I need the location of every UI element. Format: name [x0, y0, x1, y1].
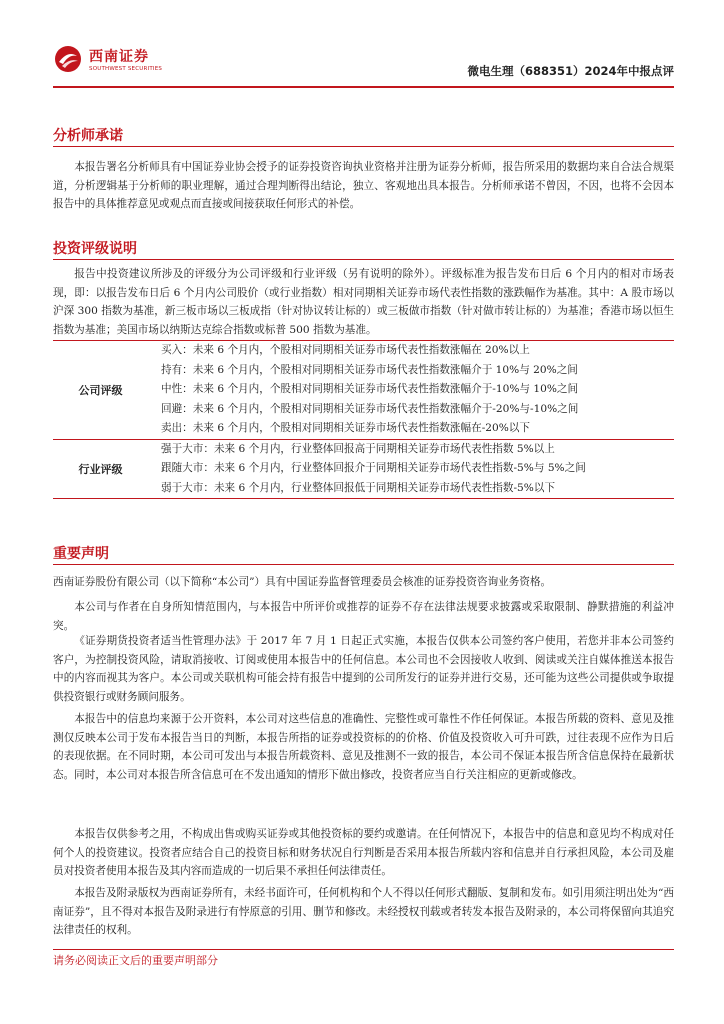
- rating-table: [53, 340, 674, 499]
- section-title-important-notice: 重要声明: [53, 546, 109, 562]
- rating-row-buy: 买入：未来 6 个月内，个股相对同期相关证券市场代表性指数涨幅在 20%以上: [161, 344, 530, 356]
- footer-note: 请务必阅读正文后的重要声明部分: [53, 954, 218, 967]
- logo-text-en: SOUTHWEST SECURITIES: [89, 66, 163, 72]
- logo-mark-icon: [53, 44, 83, 74]
- notice-paragraph-5: 本报告仅供参考之用，不构成出售或购买证券或其他投资标的要约或邀请。在任何情况下，本报告中的信息和意见均不构成对任何个人的投资建议。投资者应结合自己的投资目标和财务状况自行判断是否采用本报告所载内容和信息并自行承担风险，本公司及雇员对投资者使用本报告及其内容而造成的一切后果不承担任何法律责任。: [53, 828, 674, 877]
- notice-paragraph-1: 西南证券股份有限公司（以下简称“本公司”）具有中国证券监督管理委员会核准的证券投资咨询业务资格。: [53, 576, 552, 588]
- rating-row-sell: 卖出：未来 6 个月内，个股相对同期相关证券市场代表性指数涨幅在-20%以下: [161, 422, 531, 434]
- notice-paragraph-2: 本公司与作者在自身所知情范围内，与本报告中所评价或推荐的证券不存在法律法规要求披露或采取限制、静默措施的利益冲突。: [53, 601, 674, 632]
- section-divider: [53, 146, 674, 147]
- rating-row-avoid: 回避：未来 6 个月内，个股相对同期相关证券市场代表性指数涨幅介于-20%与-10%之间: [161, 402, 579, 415]
- notice-paragraph-6: 本报告及附录版权为西南证券所有，未经书面许可，任何机构和个人不得以任何形式翻版、复制和发布。如引用须注明出处为“西南证券”，且不得对本报告及附录进行有悖原意的引用、删节和修改。未经授权刊载或者转发本报告及附录的，本公司将保留向其追究法律责任的权利。: [53, 887, 674, 936]
- notice-paragraph-4: 本报告中的信息均来源于公开资料，本公司对这些信息的准确性、完整性或可靠性不作任何保证。本报告所载的资料、意见及推测仅反映本公司于发布本报告当日的判断，本报告所指的证券或投资标的的价格、价值及投资收入可升可跌，过往表现不应作为日后的表现依据。在不同时期，本公司可发出与本报告所载资料、意见及推测不一致的报告，本公司不保证本报告所含信息保持在最新状态。同时，本公司对本报告所含信息可在不发出通知的情形下做出修改，投资者应当自行关注相应的更新或修改。: [53, 713, 674, 781]
- section-divider: [53, 259, 674, 260]
- industry-rating-group: [53, 440, 674, 500]
- header-divider: [53, 86, 674, 88]
- rating-intro-text: 报告中投资建议所涉及的评级分为公司评级和行业评级（另有说明的除外）。评级标准为报告发布日后 6 个月内的相对市场表现，即：以报告发布日后 6 个月内公司股价（或行业指数）相对同期相关证券市场代表性指数的涨跌幅作为基准。其中：A 股市场以沪深 300 指数为基准，新三板市场以三板成指（针对协议转让标的）或三板做市指数（针对做市转让标的）为基准；香港市场以恒生指数为基准；美国市场以纳斯达克综合指数或标普 500 指数为基准。: [53, 268, 674, 336]
- company-rating-group: [53, 341, 674, 440]
- rating-row-hold: 持有：未来 6 个月内，个股相对同期相关证券市场代表性指数涨幅介于 10%与 20%之间: [161, 363, 578, 376]
- footer-divider: [53, 949, 674, 950]
- logo-text-cn: 西南证券: [89, 49, 149, 65]
- section-title-analyst-commitment: 分析师承诺: [53, 128, 123, 144]
- rating-row-neutral: 中性：未来 6 个月内，个股相对同期相关证券市场代表性指数涨幅介于-10%与 10%之间: [161, 383, 579, 395]
- industry-rating-label: 行业评级: [78, 462, 123, 476]
- analyst-commitment-text: 本报告署名分析师具有中国证券业协会授予的证券投资咨询执业资格并注册为证券分析师，报告所采用的数据均来自合法合规渠道，分析逻辑基于分析师的职业理解，通过合理判断得出结论，独立、客观地出具本报告。分析师承诺不曾因，不因，也将不会因本报告中的具体推荐意见或观点而直接或间接获取任何形式的补偿。: [53, 161, 674, 210]
- rating-row-market-perform: 跟随大市：未来 6 个月内，行业整体回报介于同期相关证券市场代表性指数-5%与 5%之间: [161, 462, 586, 474]
- section-divider: [53, 564, 674, 565]
- company-logo: [53, 44, 163, 78]
- report-title: 微电生理（688351）2024年中报点评: [467, 64, 674, 78]
- rating-row-outperform: 强于大市：未来 6 个月内，行业整体回报高于同期相关证券市场代表性指数 5%以上: [161, 442, 555, 455]
- section-title-rating-explanation: 投资评级说明: [53, 241, 137, 257]
- page-header: [53, 40, 674, 84]
- notice-paragraph-3: 《证券期货投资者适当性管理办法》于 2017 年 7 月 1 日起正式实施，本报告仅供本公司签约客户使用，若您并非本公司签约客户，为控制投资风险，请取消接收、订阅或使用本报告中的任何信息。本公司也不会因接收人收到、阅读或关注自媒体推送本报告中的内容而视其为客户。本公司或关联机构可能会持有报告中提到的公司所发行的证券并进行交易，还可能为这些公司提供或争取提供投资银行或财务顾问服务。: [53, 635, 674, 703]
- company-rating-label: 公司评级: [78, 383, 123, 397]
- rating-row-underperform: 弱于大市：未来 6 个月内，行业整体回报低于同期相关证券市场代表性指数-5%以下: [161, 481, 556, 494]
